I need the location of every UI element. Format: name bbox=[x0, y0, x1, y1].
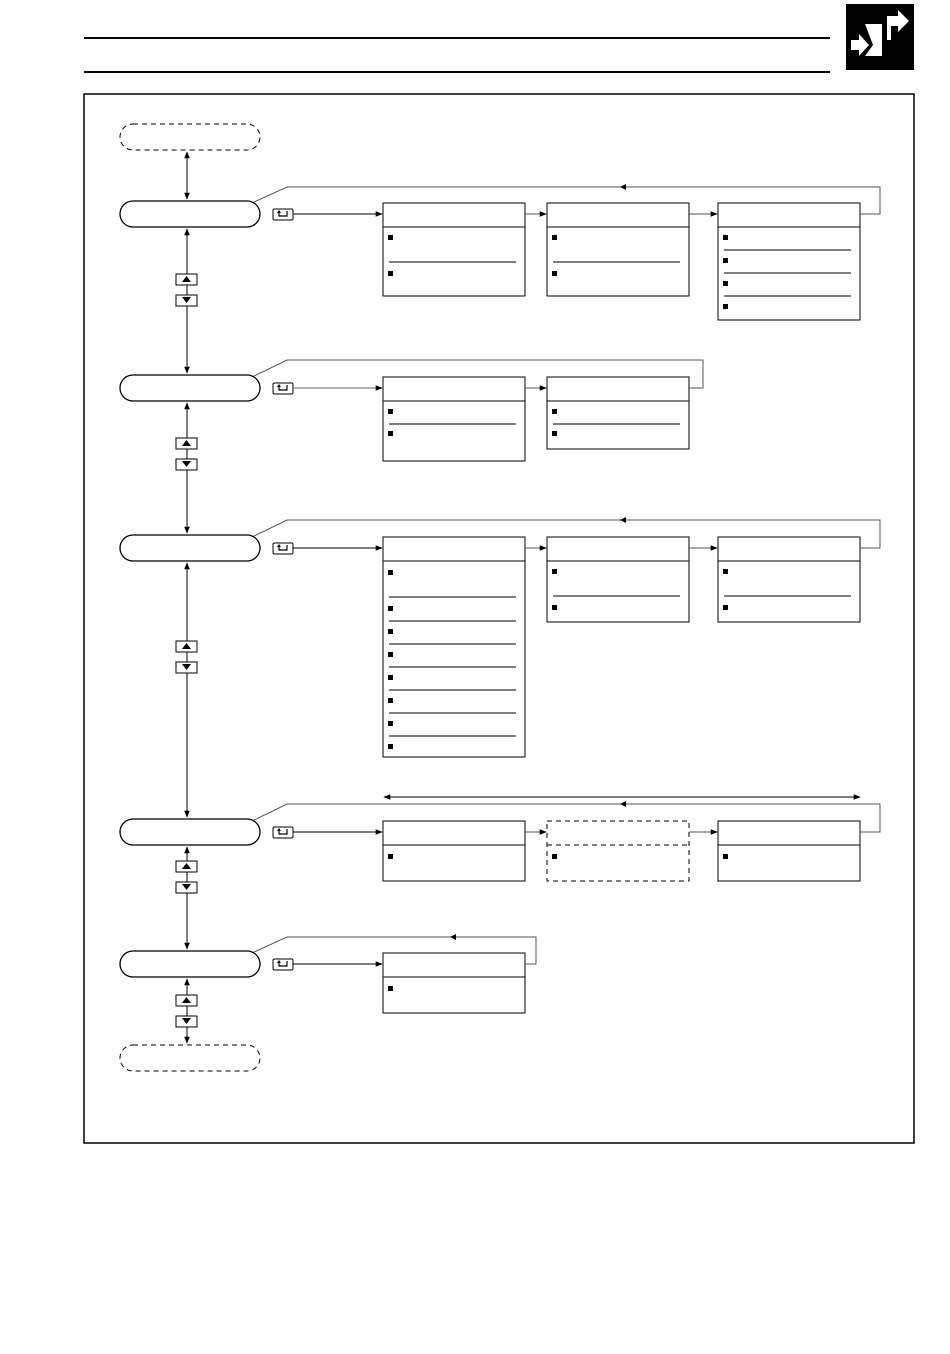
menu-item-node bbox=[120, 201, 260, 227]
bullet-marker bbox=[388, 744, 393, 749]
bullet-marker bbox=[388, 606, 393, 611]
bullet-marker bbox=[388, 271, 393, 276]
enter-key-icon bbox=[273, 209, 293, 220]
bullet-marker bbox=[388, 570, 393, 575]
bullet-marker bbox=[723, 854, 728, 859]
bullet-marker bbox=[723, 235, 728, 240]
feedback-loop-arrow bbox=[450, 934, 456, 940]
enter-key-icon bbox=[273, 383, 293, 394]
bullet-marker bbox=[552, 235, 557, 240]
submenu-panel bbox=[718, 537, 860, 622]
bullet-marker bbox=[723, 605, 728, 610]
submenu-panel bbox=[718, 821, 860, 881]
bullet-marker bbox=[552, 271, 557, 276]
submenu-panel bbox=[547, 203, 689, 296]
submenu-panel bbox=[383, 203, 525, 296]
submenu-panel bbox=[383, 821, 525, 881]
enter-key-icon bbox=[273, 959, 293, 970]
bullet-marker bbox=[388, 675, 393, 680]
bullet-marker bbox=[552, 605, 557, 610]
bullet-marker bbox=[388, 409, 393, 414]
submenu-panel bbox=[547, 377, 689, 449]
enter-key-icon bbox=[273, 543, 293, 554]
top-placeholder-node bbox=[120, 124, 260, 150]
bullet-marker bbox=[388, 986, 393, 991]
submenu-panel bbox=[547, 537, 689, 622]
menu-item-node bbox=[120, 535, 260, 561]
bullet-marker bbox=[388, 431, 393, 436]
feedback-loop-arrow bbox=[620, 517, 626, 523]
bullet-marker bbox=[723, 569, 728, 574]
menu-item-node bbox=[120, 819, 260, 845]
bullet-marker bbox=[723, 281, 728, 286]
bullet-marker bbox=[552, 854, 557, 859]
submenu-panel bbox=[383, 377, 525, 461]
bullet-marker bbox=[388, 652, 393, 657]
bullet-marker bbox=[388, 698, 393, 703]
bullet-marker bbox=[552, 409, 557, 414]
page-header bbox=[84, 38, 830, 72]
bullet-marker bbox=[552, 431, 557, 436]
bullet-marker bbox=[388, 629, 393, 634]
bullet-marker bbox=[723, 258, 728, 263]
feedback-loop-arrow bbox=[620, 184, 626, 190]
bullet-marker bbox=[723, 304, 728, 309]
bullet-marker bbox=[388, 235, 393, 240]
flow-arrows-logo bbox=[846, 4, 914, 70]
submenu-panel bbox=[718, 203, 860, 320]
bullet-marker bbox=[552, 569, 557, 574]
menu-item-node bbox=[120, 375, 260, 401]
feedback-loop-arrow bbox=[620, 801, 626, 807]
submenu-panel bbox=[383, 953, 525, 1013]
bottom-placeholder-node bbox=[120, 1045, 260, 1071]
submenu-panel bbox=[547, 821, 689, 881]
enter-key-icon bbox=[273, 827, 293, 838]
bullet-marker bbox=[388, 854, 393, 859]
bullet-marker bbox=[388, 721, 393, 726]
submenu-panel bbox=[383, 537, 525, 757]
menu-item-node bbox=[120, 951, 260, 977]
